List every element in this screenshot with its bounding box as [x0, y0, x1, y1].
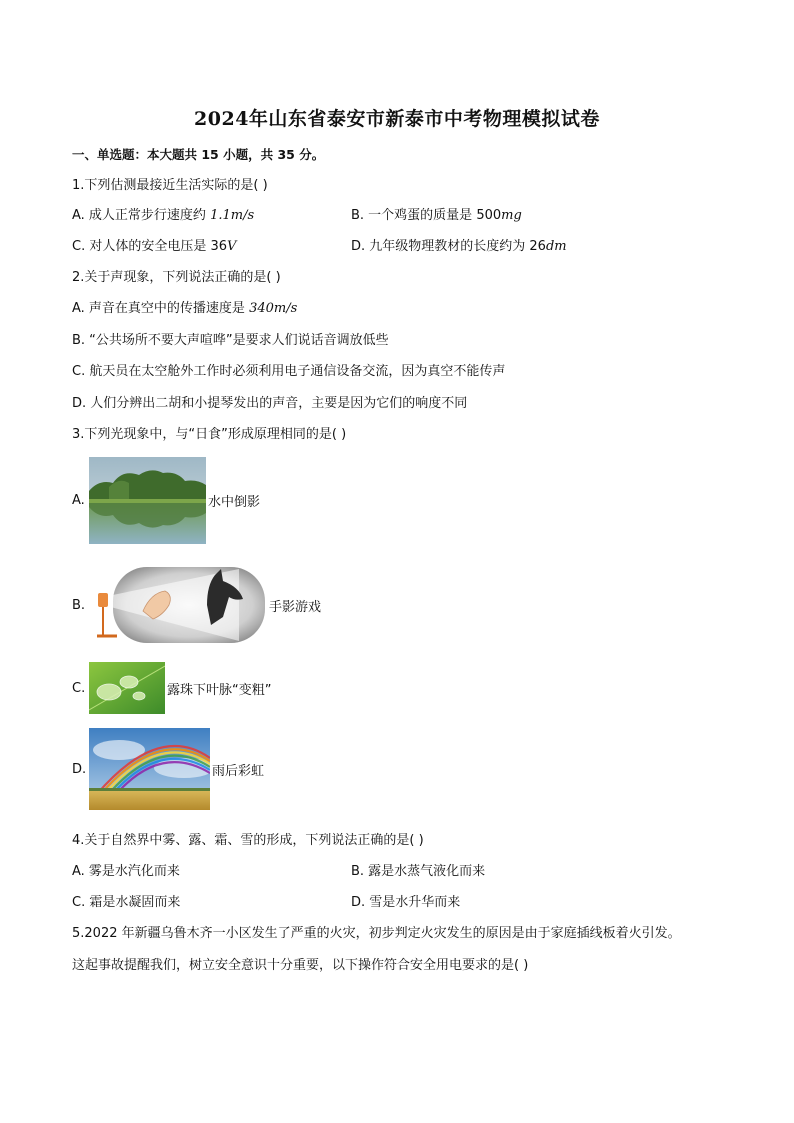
- q4-option-d: D. 雪是水升华而来: [351, 895, 461, 910]
- q4-option-a: A. 雾是水汽化而来: [72, 864, 180, 879]
- q1-option-a-math: 1.1m/s: [210, 208, 255, 223]
- rainbow-image: [89, 728, 210, 810]
- q1-option-d-text: D. 九年级物理教材的长度约为 26: [351, 239, 546, 254]
- q1-option-d-math: dm: [545, 239, 567, 254]
- q2-option-b: B. “公共场所不要大声喧哗”是要求人们说话音调放低些: [72, 333, 389, 348]
- q3-option-a-caption: 水中倒影: [208, 495, 261, 510]
- q1-option-b: [351, 207, 522, 225]
- q4-option-b: B. 露是水蒸气液化而来: [351, 864, 486, 879]
- q3-option-b: [72, 565, 321, 645]
- q3-option-d-caption: 雨后彩虹: [212, 763, 265, 779]
- question-4-stem: 4.关于自然界中雾、露、霜、雪的形成，下列说法正确的是( ): [72, 833, 424, 848]
- q1-option-c-math: V: [227, 239, 237, 254]
- q3-option-c-caption: 露珠下叶脉“变粗”: [167, 682, 272, 698]
- question-5-stem-line1: 5.2022 年新疆乌鲁木齐一小区发生了严重的火灾，初步判定火灾发生的原因是由于家庭插线板着火引发。: [72, 926, 681, 941]
- question-5-stem-line2: 这起事故提醒我们，树立安全意识十分重要，以下操作符合安全用电要求的是( ): [72, 958, 529, 973]
- lake-reflection-image: [89, 457, 206, 544]
- q1-option-c-text: C. 对人体的安全电压是 36: [72, 239, 228, 254]
- q1-option-b-math: mg: [501, 208, 522, 223]
- q1-option-c: [72, 238, 236, 256]
- dewdrop-leaf-image: [89, 662, 165, 714]
- q3-option-c-label: C.: [72, 680, 86, 696]
- q4-option-c: C. 霜是水凝固而来: [72, 895, 181, 910]
- q3-option-d-label: D.: [72, 761, 87, 777]
- q3-option-b-caption: 手影游戏: [269, 599, 322, 615]
- q2-option-a-math: 340m/s: [249, 301, 298, 316]
- question-3-stem: 3.下列光现象中，与“日食”形成原理相同的是( ): [72, 427, 347, 442]
- hand-shadow-image: [89, 565, 267, 645]
- q2-option-d: D. 人们分辨出二胡和小提琴发出的声音，主要是因为它们的响度不同: [72, 396, 468, 411]
- q3-option-a: [72, 457, 260, 544]
- q1-option-b-text: B. 一个鸡蛋的质量是 500: [351, 208, 502, 223]
- q1-option-a: [72, 207, 254, 225]
- question-1-stem: 1.下列估测最接近生活实际的是( ): [72, 178, 268, 193]
- section-heading: 一、单选题：本大题共 15 小题，共 35 分。: [72, 147, 325, 162]
- q2-option-c: C. 航天员在太空舱外工作时必须利用电子通信设备交流，因为真空不能传声: [72, 364, 506, 379]
- page-title: 2024年山东省泰安市新泰市中考物理模拟试卷: [194, 108, 600, 130]
- q3-option-a-label: A.: [72, 493, 85, 508]
- question-2-stem: 2.关于声现象，下列说法正确的是( ): [72, 270, 281, 285]
- q2-option-a: [72, 300, 297, 318]
- q3-option-b-label: B.: [72, 597, 86, 613]
- q2-option-a-text: A. 声音在真空中的传播速度是: [72, 301, 245, 316]
- q3-option-c: [72, 662, 271, 714]
- q1-option-a-text: A. 成人正常步行速度约: [72, 208, 206, 223]
- q3-option-d: [72, 728, 264, 810]
- q1-option-d: [351, 238, 567, 256]
